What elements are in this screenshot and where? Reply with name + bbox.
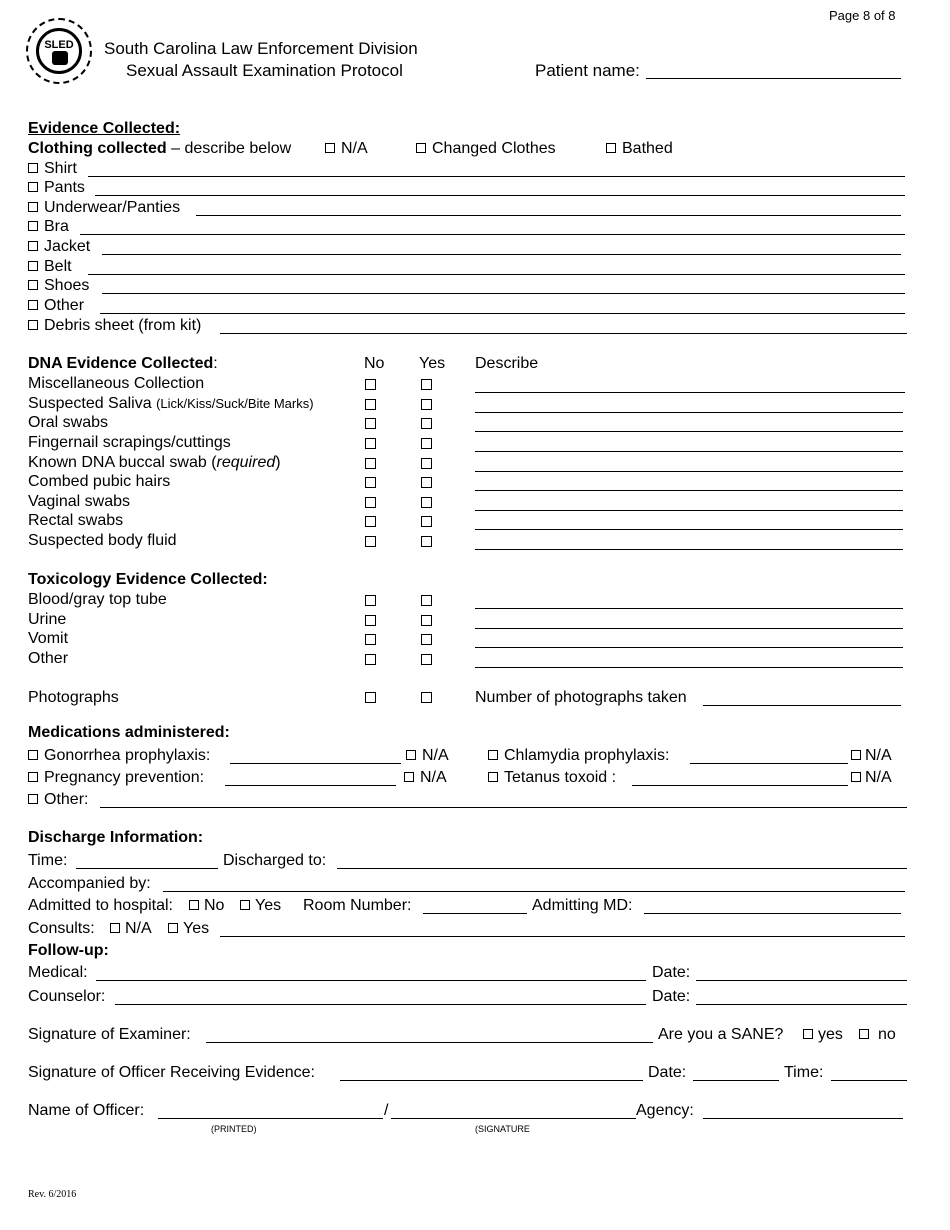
dna-item-oral: Oral swabs [28,414,109,431]
no-label: no [878,1026,896,1043]
na-label: N/A [865,747,892,764]
tox-blood-no-checkbox[interactable] [365,595,376,606]
counselor-date-field[interactable] [696,1004,907,1005]
tox-blood-describe[interactable] [475,608,903,609]
signature-caption: (SIGNATURE [475,1124,530,1134]
gonorrhea-na-option[interactable] [406,747,449,765]
photo-count-field[interactable] [703,705,901,706]
checkbox[interactable] [606,143,616,153]
dna-saliva-describe[interactable] [475,412,903,413]
close-paren: ) [275,454,281,471]
officer-receiving-label: Signature of Officer Receiving Evidence: [28,1064,315,1081]
shoes-field[interactable] [102,293,905,294]
consults-field[interactable] [220,936,905,937]
required-note: required [216,454,276,471]
patient-name-field[interactable] [646,78,901,79]
dna-fingernail-no-checkbox[interactable] [365,438,376,449]
dna-title-colon: : [213,355,218,372]
dna-vaginal-no-checkbox[interactable] [365,497,376,508]
dna-misc-describe[interactable] [475,392,905,393]
tox-item-blood: Blood/gray top tube [28,591,167,608]
clothing-item-bra[interactable] [28,218,69,236]
photo-count-label: Number of photographs taken [475,689,687,706]
dna-misc-no-checkbox[interactable] [365,379,376,390]
checkbox[interactable] [406,750,416,760]
tox-urine-no-checkbox[interactable] [365,615,376,626]
receiving-date-field[interactable] [693,1080,779,1081]
buccal-label: Known DNA buccal swab ( [28,454,217,471]
dna-pubic-describe[interactable] [475,490,903,491]
receiving-time-label: Time: [784,1064,824,1081]
checkbox[interactable] [416,143,426,153]
dna-item-vaginal: Vaginal swabs [28,493,130,510]
na-label: N/A [420,769,447,786]
officer-name-label: Name of Officer: [28,1102,145,1119]
yes-label: yes [818,1026,843,1043]
counselor-date-label: Date: [652,988,691,1005]
examiner-signature-field[interactable] [206,1042,653,1043]
yes-label: Yes [183,920,210,937]
na-label: N/A [422,747,449,764]
pregnancy-option[interactable] [28,769,204,787]
consults-na-option[interactable] [110,920,152,938]
evidence-section-title: Evidence Collected: [28,120,181,137]
sane-question: Are you a SANE? [658,1026,784,1043]
sled-seal-logo [26,18,92,84]
dna-oral-yes-checkbox[interactable] [421,418,432,429]
admitted-label: Admitted to hospital: [28,897,173,914]
discharged-to-label: Discharged to: [223,852,327,869]
tetanus-label: Tetanus toxoid : [504,769,617,786]
checkbox[interactable] [28,320,38,330]
clothing-item-other[interactable] [28,297,84,315]
room-number-label: Room Number: [303,897,412,914]
chlamydia-field[interactable] [690,763,848,764]
gonorrhea-option[interactable] [28,747,210,765]
checkbox[interactable] [28,221,38,231]
checkbox[interactable] [28,241,38,251]
protocol-title: Sexual Assault Examination Protocol [126,61,403,80]
admitting-md-label: Admitting MD: [532,897,633,914]
belt-field[interactable] [88,274,905,275]
dna-fluid-describe[interactable] [475,549,903,550]
toxicology-section-title: Toxicology Evidence Collected: [28,571,268,588]
org-title: South Carolina Law Enforcement Division [104,39,418,58]
item-label: Shirt [44,160,77,177]
tox-vomit-yes-checkbox[interactable] [421,634,432,645]
tox-other-describe[interactable] [475,667,903,668]
debris-field[interactable] [220,333,907,334]
col-header-yes: Yes [419,355,446,372]
tox-urine-describe[interactable] [475,628,903,629]
accompanied-field[interactable] [163,891,905,892]
checkbox[interactable] [488,750,498,760]
chlamydia-label: Chlamydia prophylaxis: [504,747,670,764]
dna-rectal-describe[interactable] [475,529,903,530]
item-label: Pants [44,179,85,196]
officer-printed-name-field[interactable] [158,1118,383,1119]
dna-fingernail-yes-checkbox[interactable] [421,438,432,449]
dna-item-fingernail: Fingernail scrapings/cuttings [28,434,231,451]
clothing-na-label: N/A [341,140,368,157]
checkbox[interactable] [110,923,120,933]
pregnancy-na-option[interactable] [404,769,447,787]
sane-no-option[interactable] [859,1026,896,1044]
clothing-item-debris[interactable] [28,317,201,335]
checkbox[interactable] [28,794,38,804]
receiving-date-label: Date: [648,1064,687,1081]
admitted-yes-option[interactable] [240,897,281,915]
changed-clothes-label: Changed Clothes [432,140,556,157]
tox-item-urine: Urine [28,611,67,628]
seal-emblem [52,51,68,65]
patient-name-label: Patient name: [535,61,640,80]
time-label: Time: [28,852,68,869]
dna-item-rectal: Rectal swabs [28,512,124,529]
saliva-label: Suspected Saliva [28,395,152,412]
checkbox[interactable] [28,202,38,212]
dna-oral-no-checkbox[interactable] [365,418,376,429]
tox-urine-yes-checkbox[interactable] [421,615,432,626]
examiner-signature-label: Signature of Examiner: [28,1026,191,1043]
medical-label: Medical: [28,964,88,981]
checkbox[interactable] [851,750,861,760]
admitting-md-field[interactable] [644,913,901,914]
room-number-field[interactable] [423,913,527,914]
seal-label: SLED [44,39,74,51]
photographs-label: Photographs [28,689,119,706]
pregnancy-field[interactable] [225,785,396,786]
checkbox[interactable] [28,300,38,310]
clothing-collected-row [28,140,291,158]
tetanus-option[interactable] [488,769,616,787]
pregnancy-label: Pregnancy prevention: [44,769,205,786]
checkbox[interactable] [28,163,38,173]
bathed-label: Bathed [622,140,673,157]
dna-misc-yes-checkbox[interactable] [421,379,432,390]
underwear-field[interactable] [196,215,901,216]
tox-item-vomit: Vomit [28,630,69,647]
chlamydia-na-option[interactable] [851,747,892,765]
officer-receiving-field[interactable] [340,1080,643,1081]
revision-note: Rev. 6/2016 [28,1189,77,1200]
clothing-item-underwear[interactable] [28,199,180,217]
na-label: N/A [865,769,892,786]
dna-item-saliva [28,395,314,413]
admitted-no-option[interactable] [189,897,224,915]
medical-date-label: Date: [652,964,691,981]
photographs-yes-checkbox[interactable] [421,692,432,703]
discharged-to-field[interactable] [337,868,907,869]
dna-rectal-yes-checkbox[interactable] [421,516,432,527]
dna-title-text: DNA Evidence Collected [28,355,214,372]
na-label: N/A [125,920,152,937]
dna-buccal-yes-checkbox[interactable] [421,458,432,469]
printed-caption: (PRINTED) [211,1124,257,1134]
tox-vomit-no-checkbox[interactable] [365,634,376,645]
dna-rectal-no-checkbox[interactable] [365,516,376,527]
item-label: Other [44,297,85,314]
dna-item-buccal [28,454,281,472]
col-header-describe: Describe [475,355,539,372]
agency-label: Agency: [636,1102,694,1119]
agency-field[interactable] [703,1118,903,1119]
dna-buccal-describe[interactable] [475,471,903,472]
discharge-section-title: Discharge Information: [28,829,204,846]
checkbox[interactable] [404,772,414,782]
tox-vomit-describe[interactable] [475,647,903,648]
counselor-label: Counselor: [28,988,106,1005]
bathed-option[interactable] [606,140,673,158]
checkbox[interactable] [189,900,199,910]
page-number: Page 8 of 8 [829,8,896,23]
dna-vaginal-yes-checkbox[interactable] [421,497,432,508]
consults-label: Consults: [28,920,95,937]
jacket-field[interactable] [102,254,901,255]
dna-item-pubic: Combed pubic hairs [28,473,171,490]
clothing-na-option[interactable] [325,140,368,158]
other-clothing-field[interactable] [100,313,905,314]
saliva-note: (Lick/Kiss/Suck/Bite Marks) [156,396,314,411]
changed-clothes-option[interactable] [416,140,556,158]
accompanied-label: Accompanied by: [28,875,151,892]
chlamydia-option[interactable] [488,747,669,765]
officer-signature-field[interactable] [391,1118,636,1119]
checkbox[interactable] [28,261,38,271]
dna-vaginal-describe[interactable] [475,510,903,511]
checkbox[interactable] [851,772,861,782]
tetanus-field[interactable] [632,785,848,786]
followup-title: Follow-up: [28,942,109,959]
col-header-no: No [364,355,385,372]
name-separator: / [384,1102,389,1119]
dna-buccal-no-checkbox[interactable] [365,458,376,469]
pants-field[interactable] [95,195,905,196]
dna-item-fluid: Suspected body fluid [28,532,177,549]
clothing-item-belt[interactable] [28,258,72,276]
medical-date-field[interactable] [696,980,907,981]
clothing-item-jacket[interactable] [28,238,90,256]
checkbox[interactable] [168,923,178,933]
tox-other-yes-checkbox[interactable] [421,654,432,665]
tox-other-no-checkbox[interactable] [365,654,376,665]
medication-other-option[interactable] [28,791,88,809]
checkbox[interactable] [28,182,38,192]
tox-blood-yes-checkbox[interactable] [421,595,432,606]
checkbox[interactable] [859,1029,869,1039]
bra-field[interactable] [80,234,905,235]
item-label: Debris sheet (from kit) [44,317,202,334]
consults-yes-option[interactable] [168,920,209,938]
checkbox[interactable] [240,900,250,910]
yes-label: Yes [255,897,282,914]
other-label: Other: [44,791,89,808]
dna-item-misc: Miscellaneous Collection [28,375,205,392]
gonorrhea-label: Gonorrhea prophylaxis: [44,747,211,764]
dna-pubic-yes-checkbox[interactable] [421,477,432,488]
sane-yes-option[interactable] [803,1026,843,1044]
dna-oral-describe[interactable] [475,431,903,432]
dna-fingernail-describe[interactable] [475,451,903,452]
dna-fluid-yes-checkbox[interactable] [421,536,432,547]
item-label: Belt [44,258,72,275]
checkbox[interactable] [803,1029,813,1039]
checkbox[interactable] [28,772,38,782]
tox-item-other: Other [28,650,69,667]
clothing-item-pants[interactable] [28,179,85,197]
dna-fluid-no-checkbox[interactable] [365,536,376,547]
medications-section-title: Medications administered: [28,724,230,741]
clothing-suffix: – describe below [171,140,292,157]
clothing-label: Clothing collected [28,140,167,157]
checkbox[interactable] [488,772,498,782]
no-label: No [204,897,225,914]
dna-section-title [28,355,218,373]
counselor-field[interactable] [115,1004,646,1005]
time-field[interactable] [76,868,218,869]
item-label: Jacket [44,238,91,255]
shirt-field[interactable] [88,176,905,177]
checkbox[interactable] [325,143,335,153]
medication-other-field[interactable] [100,807,907,808]
dna-saliva-no-checkbox[interactable] [365,399,376,410]
item-label: Underwear/Panties [44,199,181,216]
receiving-time-field[interactable] [831,1080,907,1081]
medical-field[interactable] [96,980,646,981]
dna-pubic-no-checkbox[interactable] [365,477,376,488]
item-label: Bra [44,218,69,235]
clothing-item-shirt[interactable] [28,160,77,178]
gonorrhea-field[interactable] [230,763,401,764]
dna-saliva-yes-checkbox[interactable] [421,399,432,410]
checkbox[interactable] [28,750,38,760]
photographs-no-checkbox[interactable] [365,692,376,703]
tetanus-na-option[interactable] [851,769,892,787]
checkbox[interactable] [28,280,38,290]
clothing-item-shoes[interactable] [28,277,89,295]
item-label: Shoes [44,277,90,294]
